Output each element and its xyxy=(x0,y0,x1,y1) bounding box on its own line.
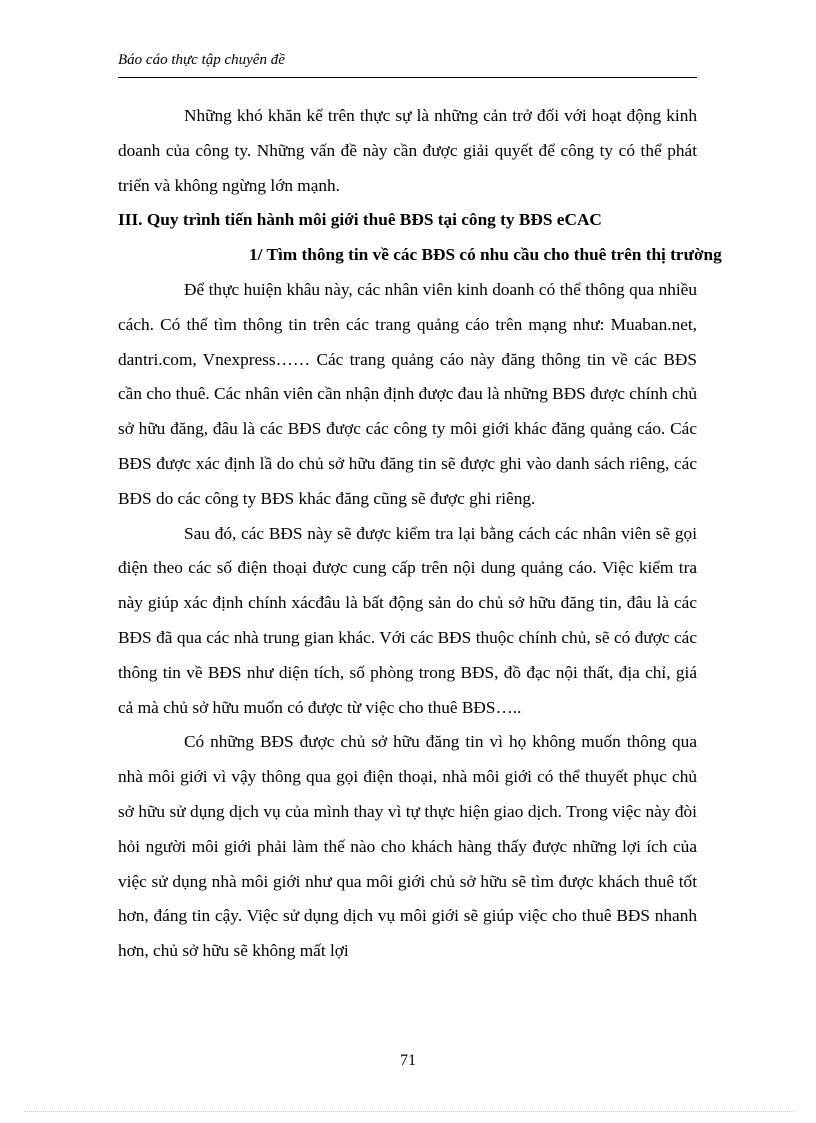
subsection-heading: 1/ Tìm thông tin về các BĐS có nhu cầu cho thuê trên thị trường xyxy=(249,245,722,265)
paragraph-1: Những khó khăn kể trên thực sự là những cản trở đối với hoạt động kinh doanh của công ty. Những vấn đề này cần được giải quyết để công ty có thể phát triển và không ngừng lớn mạnh. xyxy=(118,106,697,195)
header-rule xyxy=(118,77,697,78)
page-content xyxy=(118,99,722,969)
header-title: Báo cáo thực tập chuyên đề xyxy=(118,52,285,68)
page-bottom-border xyxy=(24,1111,794,1112)
paragraph-3: Sau đó, các BĐS này sẽ được kiểm tra lại bằng cách các nhân viên sẽ gọi điện theo các số điện thoại được cung cấp trên nội dung quảng cáo. Việc kiểm tra này giúp xác định chính xácđâu là bất động sản do chủ sở hữu đăng tin, đâu là các BĐS đã qua các nhà trung gian khác. Với các BĐS thuộc chính chủ, sẽ có được các thông tin về BĐS như diện tích, số phòng trong BĐS, đồ đạc nội thất, địa chỉ, giá cả mà chủ sở hữu muốn có được từ việc cho thuê BĐS….. xyxy=(118,523,697,717)
paragraph-2: Để thực huiện khâu này, các nhân viên kinh doanh có thể thông qua nhiều cách. Có thể tìm thông tin trên các trang quảng cáo trên mạng như: Muaban.net, dantri.com, Vnexpress…… Các trang quảng cáo này đăng thông tin về các BĐS cần cho thuê. Các nhân viên cần nhận định được đau là những BĐS được chính chủ sở hữu đăng, đâu là các BĐS được các công ty môi giới khác đăng quảng cáo. Các BĐS được xác định lầ do chủ sở hữu đăng tin sẽ được ghi vào danh sách riêng, các BĐS do các công ty BĐS khác đăng cũng sẽ được ghi riêng. xyxy=(118,279,697,508)
section-heading: III. Quy trình tiến hành môi giới thuê BĐS tại công ty BĐS eCAC xyxy=(118,210,602,230)
page-number: 71 xyxy=(400,1052,416,1069)
page-header xyxy=(118,52,697,80)
paragraph-4: Có những BĐS được chủ sở hữu đăng tin vì họ không muốn thông qua nhà môi giới vì vậy thông qua gọi điện thoại, nhà môi giới có thể thuyết phục chủ sở hữu sử dụng dịch vụ của mình thay vì tự thực hiện giao dịch. Trong việc này đòi hỏi người môi giới phải làm thế nào cho khách hàng thấy được những lợi ích của việc sử dụng nhà môi giới như qua môi giới chủ sở hữu sẽ tìm được khách thuê tốt hơn, đáng tin cậy. Việc sử dụng dịch vụ môi giới sẽ giúp việc cho thuê BĐS nhanh hơn, chủ sở hữu sẽ không mất lợi xyxy=(118,732,697,961)
